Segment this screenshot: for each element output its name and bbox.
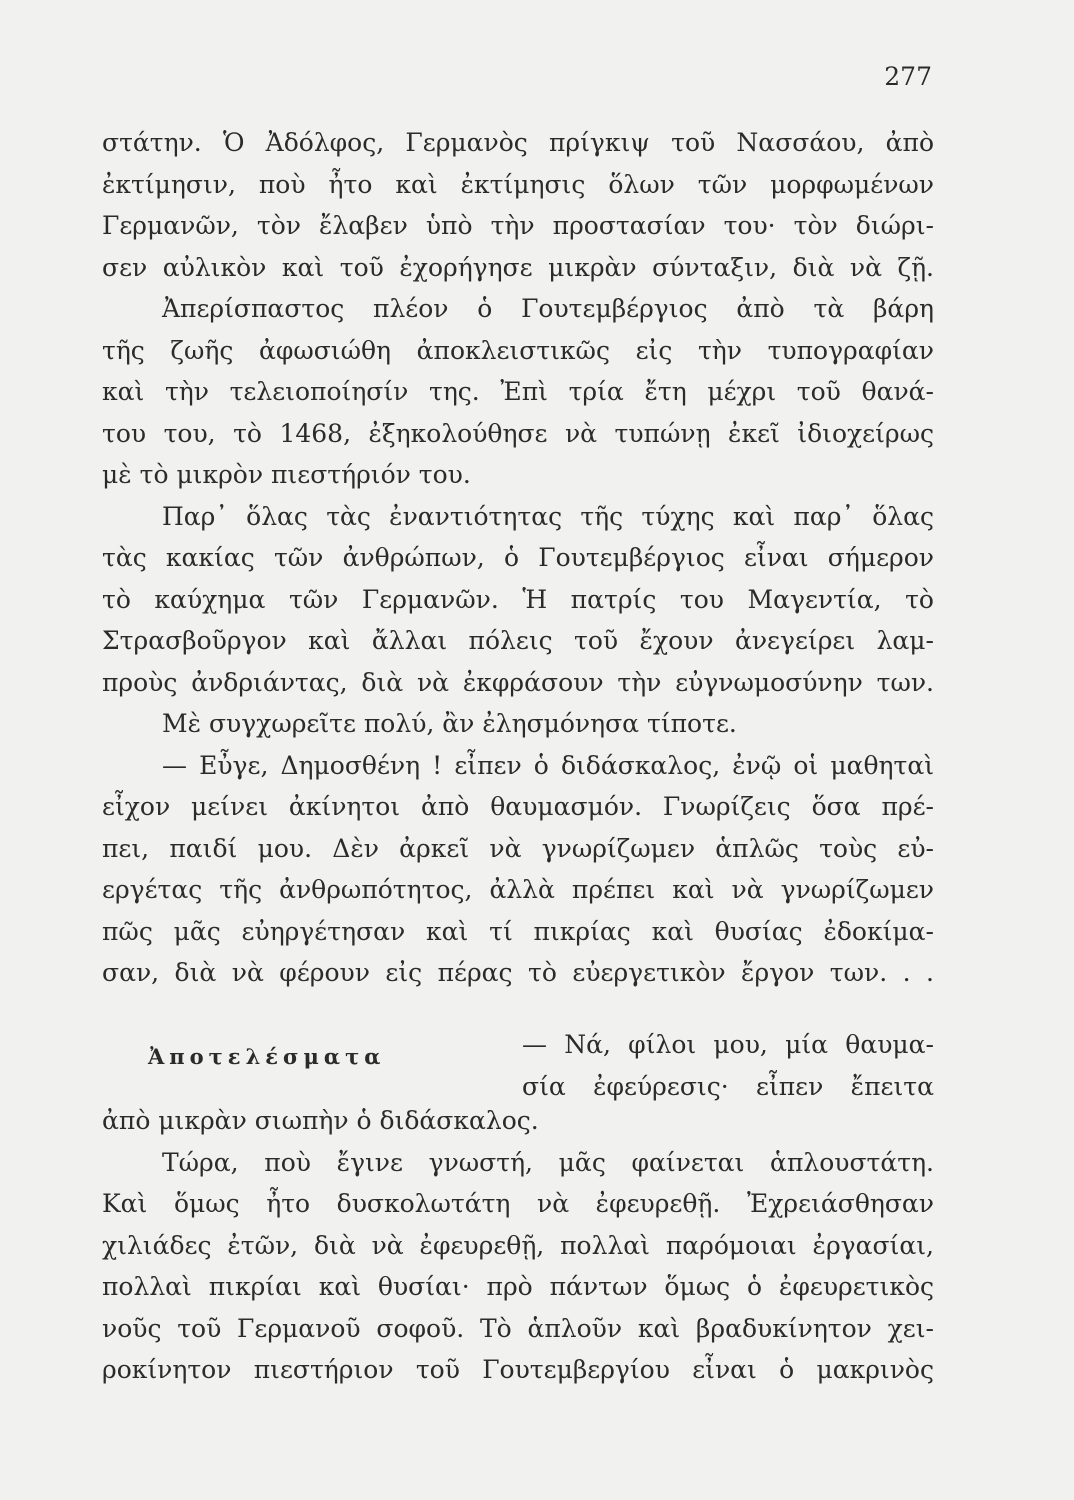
text-line: τὸ καύχημα τῶν Γερμανῶν. Ἡ πατρίς του Μαγεντία, τὸ [102,584,934,614]
paragraph-start: Τώρα, ποὺ ἔγινε γνωστή, μᾶς φαίνεται ἁπλουστάτη. [162,1147,934,1177]
paragraph-single: Μὲ συγχωρεῖτε πολύ, ἂν ἐλησμόνησα τίποτε. [162,709,737,738]
dialogue-start: — Εὖγε, Δημοσθένη ! εἶπεν ὁ διδάσκαλος, ἐνῷ οἱ μαθηταὶ [162,750,934,780]
page-number: 277 [884,62,932,91]
text-line: Καὶ ὅμως ἦτο δυσκολωτάτη νὰ ἐφευρεθῇ. Ἐχρειάσθησαν [102,1189,934,1218]
text-line: σαν, διὰ νὰ φέρουν εἰς πέρας τὸ εὐεργετικὸν ἔργον των. . . [102,958,934,987]
text-line: πει, παιδί μου. Δὲν ἀρκεῖ νὰ γνωρίζωμεν ἁπλῶς τοὺς εὐ- [102,833,934,863]
text-line: πῶς μᾶς εὐηργέτησαν καὶ τί πικρίας καὶ θυσίας ἐδοκίμα- [102,916,934,946]
paragraph-end: μὲ τὸ μικρὸν πιεστήριόν του. [102,460,471,489]
text-line: σία ἐφεύρεσις· εἶπεν ἔπειτα [522,1071,934,1101]
paragraph-start: Παρ᾽ ὅλας τὰς ἐναντιότητας τῆς τύχης καὶ παρ᾽ ὅλας [162,501,934,531]
text-line: ἐκτίμησιν, ποὺ ἦτο καὶ ἐκτίμησις ὅλων τῶν μορφωμένων [102,169,934,199]
text-line: εργέτας τῆς ἀνθρωπότητος, ἀλλὰ πρέπει καὶ νὰ γνωρίζωμεν [102,875,934,904]
text-line: του του, τὸ 1468, ἐξηκολούθησε νὰ τυπώνῃ ἐκεῖ ἰδιοχείρως [102,418,934,448]
text-line: πολλαὶ πικρίαι καὶ θυσίαι· πρὸ πάντων ὅμως ὁ ἐφευρετικὸς [102,1272,934,1301]
paragraph-end: ἀπὸ μικρὰν σιωπὴν ὁ διδάσκαλος. [102,1106,539,1135]
text-line: Γερμανῶν, τὸν ἔλαβεν ὑπὸ τὴν προστασίαν του· τὸν διώρι- [102,211,934,240]
text-line: χιλιάδες ἐτῶν, διὰ νὰ ἐφευρεθῇ, πολλαὶ παρόμοιαι ἐργασίαι, [102,1230,934,1260]
text-block-bottom [102,1100,934,1391]
text-block-side [522,1024,934,1107]
text-line: προὺς ἀνδριάντας, διὰ νὰ ἐκφράσουν τὴν εὐγνωμοσύνην των. [102,667,934,697]
text-line: Στρασβοῦργον καὶ ἄλλαι πόλεις τοῦ ἔχουν ἀνεγείρει λαμ- [102,626,934,655]
text-line: νοῦς τοῦ Γερμανοῦ σοφοῦ. Τὸ ἁπλοῦν καὶ βραδυκίνητον χει- [102,1313,934,1343]
text-line: στάτην. Ὁ Ἀδόλφος, Γερμανὸς πρίγκιψ τοῦ Νασσάου, ἀπὸ [102,128,934,157]
text-line: εἶχον μείνει ἀκίνητοι ἀπὸ θαυμασμόν. Γνωρίζεις ὅσα πρέ- [102,792,934,821]
text-line: — Νά, φίλοι μου, μία θαυμα- [522,1030,934,1059]
text-line: σεν αὐλικὸν καὶ τοῦ ἐχορήγησε μικρὰν σύνταξιν, διὰ νὰ ζῇ. [102,252,934,282]
text-line: τῆς ζωῆς ἀφωσιώθη ἀποκλειστικῶς εἰς τὴν τυπογραφίαν [102,335,934,365]
text-line: καὶ τὴν τελειοποίησίν της. Ἐπὶ τρία ἔτη μέχρι τοῦ θανά- [102,377,934,406]
marginal-heading: Ἀποτελέσματα [148,1044,386,1069]
text-block-top [102,122,934,994]
text-line: ροκίνητον πιεστήριον τοῦ Γουτεμβεργίου εἶναι ὁ μακρινὸς [102,1355,934,1384]
paragraph-start: Ἀπερίσπαστος πλέον ὁ Γουτεμβέργιος ἀπὸ τὰ βάρη [162,294,934,323]
text-line: τὰς κακίας τῶν ἀνθρώπων, ὁ Γουτεμβέργιος εἶναι σήμερον [102,543,934,572]
